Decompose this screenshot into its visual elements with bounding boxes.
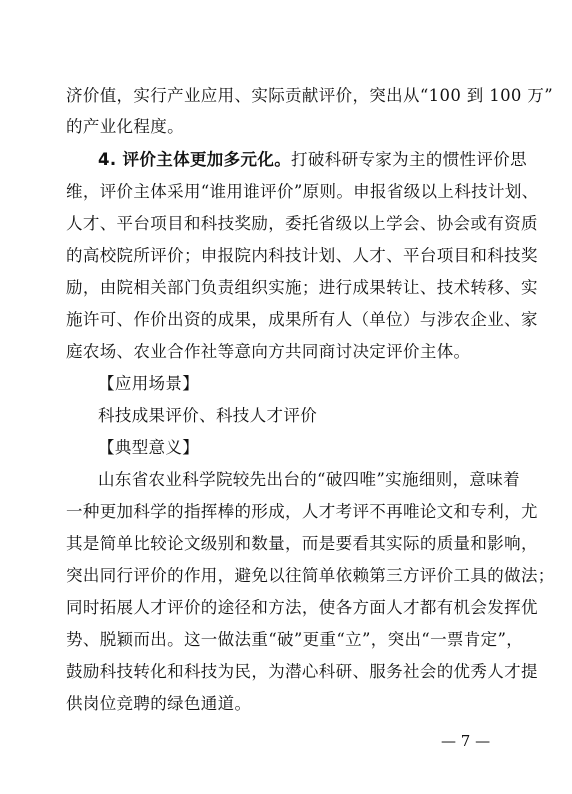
paragraph-2-line-7: 庭农场、农业合作社等意向方共同商讨决定评价主体。 [66, 342, 471, 361]
significance-line-6: 势、脱颖而出。这一做法重“破”更重“立”，突出“一票肯定”， [66, 630, 524, 649]
significance-line-2: 一种更加科学的指挥棒的形成，人才考评不再唯论文和专利，尤 [66, 502, 538, 521]
significance-line-8: 供岗位竞聘的绿色通道。 [66, 694, 252, 713]
significance-line-4: 突出同行评价的作用，避免以往简单依赖第三方评价工具的做法； [66, 566, 555, 585]
page-number: — 7 — [441, 732, 491, 750]
significance-line-7: 鼓励科技转化和科技为民，为潜心科研、服务社会的优秀人才提 [66, 662, 538, 681]
paragraph-2-line-1 [98, 150, 527, 170]
paragraph-1-line-2: 的产业化程度。 [66, 117, 184, 136]
scenario-content: 科技成果评价、科技人才评价 [98, 406, 318, 425]
significance-line-5: 同时拓展人才评价的途径和方法，使各方面人才都有机会发挥优 [66, 598, 538, 617]
significance-line-1: 山东省农业科学院较先出台的“破四唯”实施细则，意味着 [98, 470, 520, 489]
paragraph-2-line-5: 励，由院相关部门负责组织实施；进行成果转让、技术转移、实 [66, 278, 538, 297]
paragraph-2-line-6: 施许可、作价出资的成果，成果所有人（单位）与涉农企业、家 [66, 310, 538, 329]
paragraph-2-line-4: 的高校院所评价；申报院内科技计划、人才、平台项目和科技奖 [66, 246, 538, 265]
paragraph-2-line-3: 人才、平台项目和科技奖励，委托省级以上学会、协会或有资质 [66, 214, 538, 233]
scenario-heading: 【应用场景】 [98, 374, 200, 393]
paragraph-2-line-1-text: 打破科研专家为主的惯性评价思 [291, 150, 527, 169]
significance-heading: 【典型意义】 [98, 438, 200, 457]
paragraph-2-heading: 4. 评价主体更加多元化。 [98, 150, 292, 169]
paragraph-1-line-1: 济价值，实行产业应用、实际贡献评价，突出从“100 到 100 万” [66, 86, 553, 105]
significance-line-3: 其是简单比较论文级别和数量，而是要看其实际的质量和影响， [66, 534, 538, 553]
paragraph-2-line-2: 维，评价主体采用“谁用谁评价”原则。申报省级以上科技计划、 [66, 182, 539, 201]
